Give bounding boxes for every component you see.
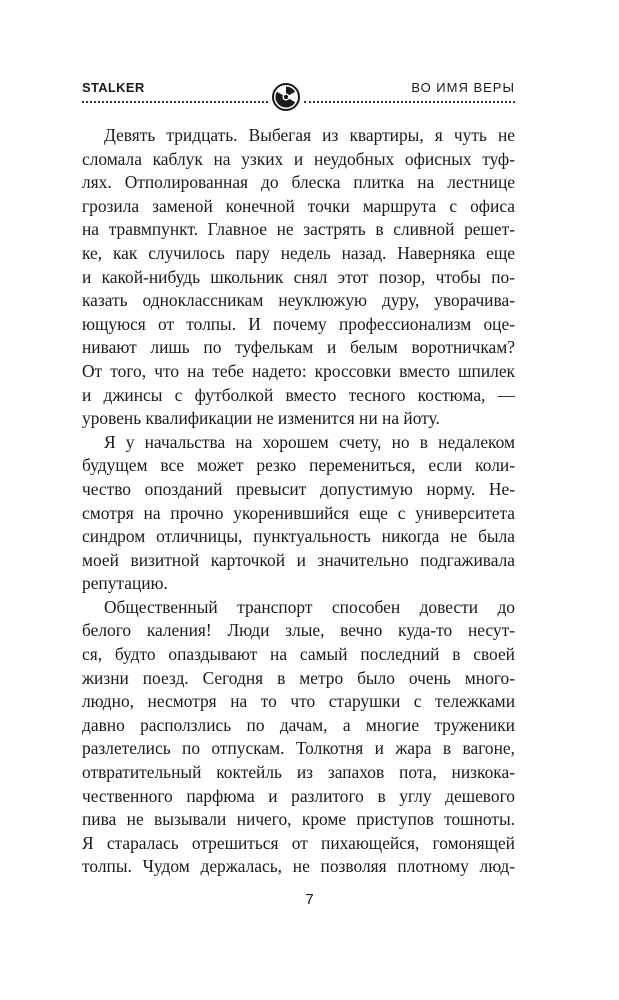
text-line: нивают лишь по туфелькам и белым воротничкам? bbox=[82, 337, 515, 358]
book-title: ВО ИМЯ ВЕРЫ bbox=[411, 80, 515, 95]
text-line: лях. Отполированная до блеска плитка на лестнице bbox=[82, 172, 515, 193]
text-line: репутацию. bbox=[82, 573, 168, 594]
text-line: казать одноклассникам неуклюжую дуру, уворачива- bbox=[82, 290, 515, 311]
radiation-icon bbox=[271, 82, 301, 112]
text-line: ке, как случилось пару недель назад. Наверняка еще bbox=[82, 242, 515, 263]
text-line: на травмпункт. Главное не застрять в сливной решет- bbox=[82, 219, 515, 240]
header-dotted-rule-left bbox=[82, 101, 268, 103]
text-line: Общественный транспорт способен довести до bbox=[104, 596, 515, 617]
text-line: смотря на прочно укоренившийся еще с университета bbox=[82, 502, 515, 523]
text-line: моей визитной карточкой и значительно подгаживала bbox=[82, 549, 515, 570]
text-line: толпы. Чудом держалась, не позволяя плотному люд- bbox=[82, 856, 515, 877]
text-line: чество опозданий превысит допустимую норму. Не- bbox=[82, 478, 515, 499]
running-header bbox=[82, 80, 515, 108]
text-line: давно расползлись по дачам, а многие труженики bbox=[82, 714, 515, 735]
text-line: От того, что на тебе надето: кроссовки вместо шпилек bbox=[82, 360, 515, 381]
text-line: пива не вызывали ничего, кроме приступов тошноты. bbox=[82, 809, 515, 830]
text-line: Я у начальства на хорошем счету, но в недалеком bbox=[104, 431, 515, 452]
text-line: Я старалась отрешиться от пихающейся, гомонящей bbox=[82, 832, 515, 853]
body-text bbox=[82, 124, 515, 879]
series-name: STALKER bbox=[82, 80, 145, 95]
text-line: уровень квалификации не изменится ни на йоту. bbox=[82, 408, 440, 429]
text-line: Девять тридцать. Выбегая из квартиры, я чуть не bbox=[104, 125, 515, 145]
text-line: грозила заменой конечной точки маршрута с офиса bbox=[82, 195, 515, 216]
text-line: и какой-нибудь школьник снял этот позор, чтобы по- bbox=[82, 266, 515, 287]
paragraph bbox=[82, 124, 515, 431]
text-line: и джинсы с футболкой вместо тесного костюма, — bbox=[82, 384, 515, 405]
text-line: отвратительный коктейль из запахов пота, низкока- bbox=[82, 762, 515, 783]
page-number: 7 bbox=[305, 891, 314, 908]
paragraph bbox=[82, 431, 515, 596]
paragraph bbox=[82, 596, 515, 879]
text-line: ся, будто опаздывают на самый последний в своей bbox=[82, 644, 515, 665]
text-line: синдром отличницы, пунктуальность никогда не была bbox=[82, 526, 515, 547]
text-line: белого каления! Люди злые, вечно куда-то несут- bbox=[82, 620, 515, 641]
text-line: ющуюся от толпы. И почему профессионализм оце- bbox=[82, 313, 515, 334]
header-dotted-rule-right bbox=[304, 101, 515, 103]
text-line: людно, несмотря на то что старушки с тележками bbox=[82, 691, 515, 712]
text-line: чественного парфюма и разлитого в углу дешевого bbox=[82, 785, 515, 806]
text-line: сломала каблук на узких и неудобных офисных туф- bbox=[82, 148, 515, 169]
text-line: будущем все может резко перемениться, если коли- bbox=[82, 455, 515, 476]
text-line: жизни поезд. Сегодня в метро было очень много- bbox=[82, 667, 515, 688]
text-line: разлетелись по отпускам. Толкотня и жара в вагоне, bbox=[82, 738, 515, 759]
